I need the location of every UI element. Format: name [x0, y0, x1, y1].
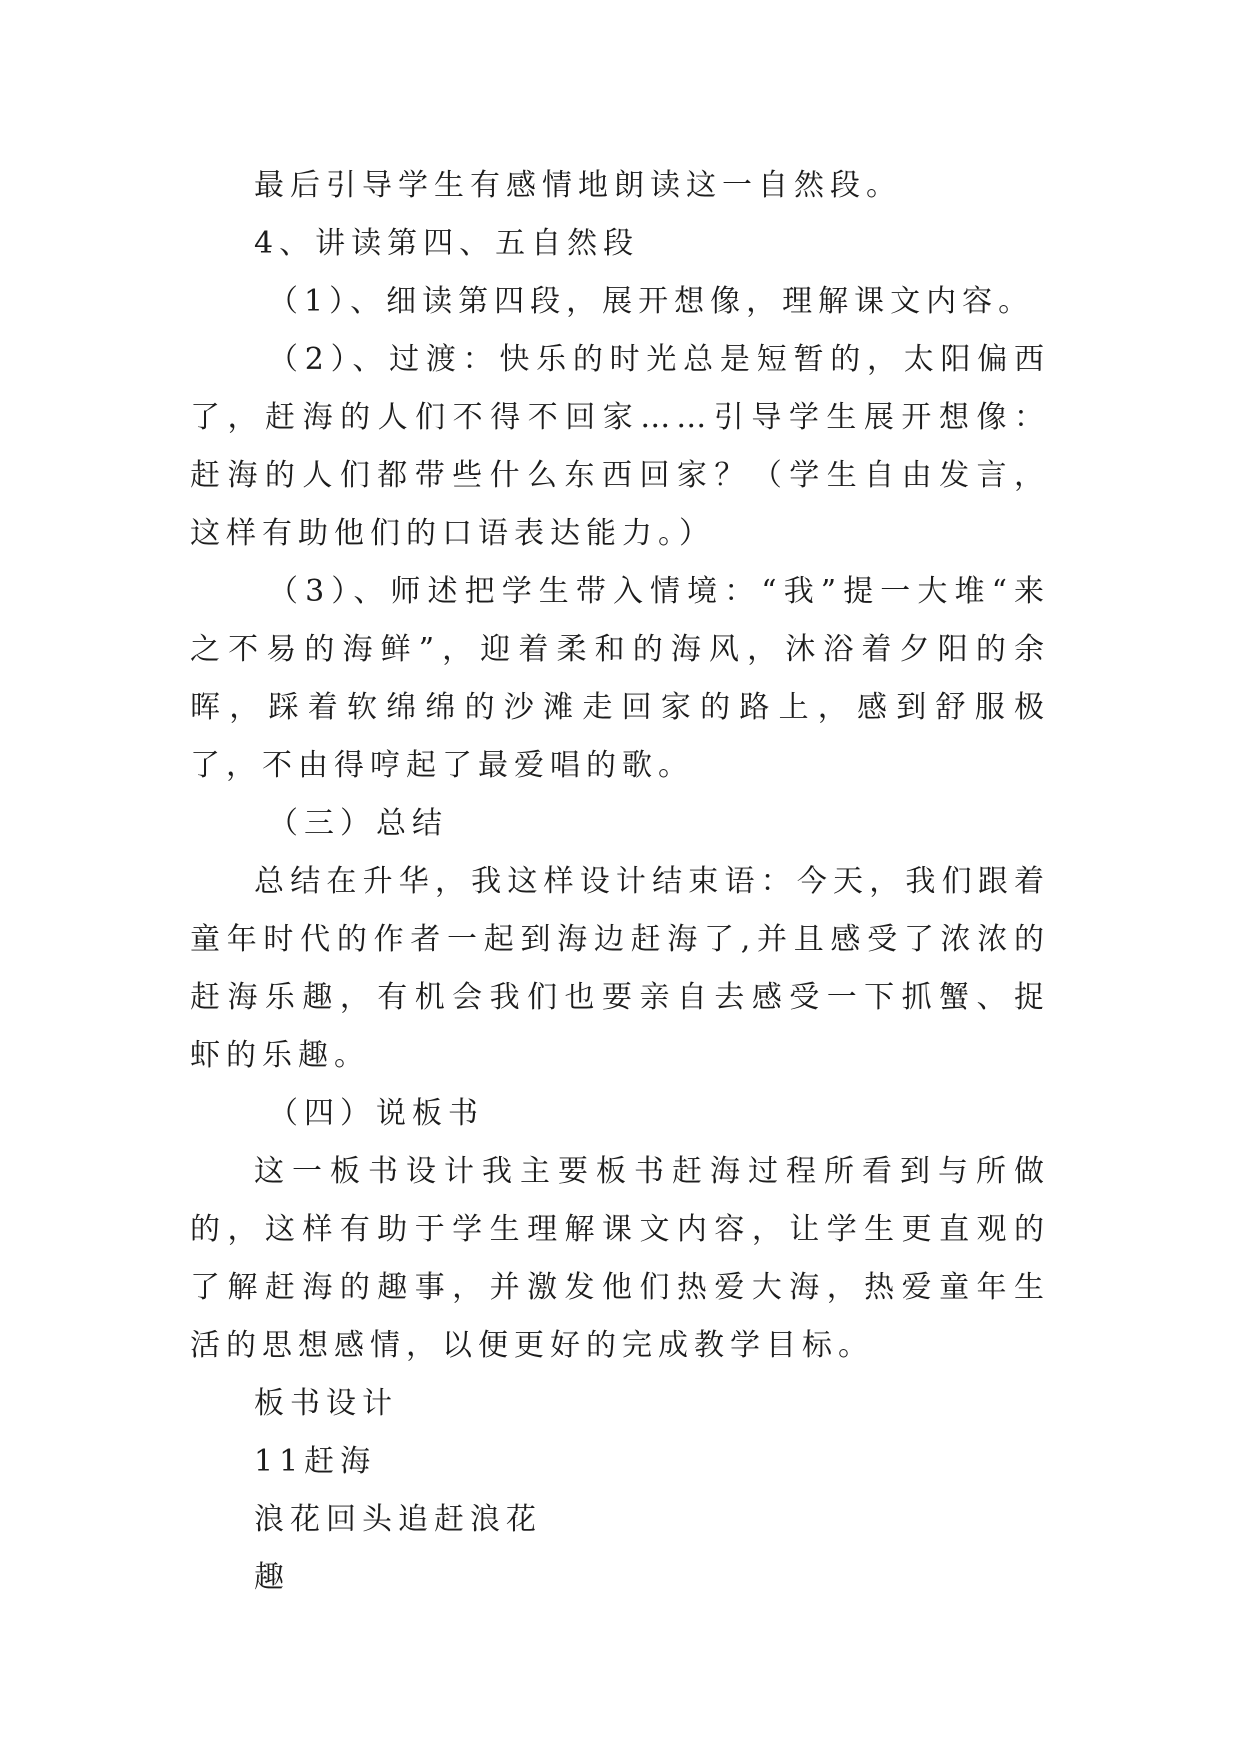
section-heading-board: （四）说板书 [268, 1096, 484, 1131]
paragraph-step-4-heading: 4、讲读第四、五自然段 [254, 226, 640, 261]
board-line-fun: 趣 [254, 1560, 290, 1595]
section-heading-summary: （三）总结 [268, 806, 448, 841]
paragraph-summary: 总结在升华，我这样设计结束语：今天，我们跟着童年时代的作者一起到海边赶海了,并且感受了浓浓的赶海乐趣，有机会我们也要亲自去感受一下抓蟹、捉虾的乐趣。 [190, 864, 1050, 1073]
board-design-title: 板书设计 [254, 1386, 398, 1421]
paragraph-substep-3: （3）、师述把学生带入情境：“我”提一大堆“来之不易的海鲜”，迎着柔和的海风，沐浴着夕阳的余晖，踩着软绵绵的沙滩走回家的路上，感到舒服极了，不由得哼起了最爱唱的歌。 [190, 574, 1050, 783]
board-lesson-title: 11赶海 [254, 1444, 377, 1479]
paragraph-read-aloud: 最后引导学生有感情地朗读这一自然段。 [254, 168, 902, 203]
paragraph-substep-2: （2）、过渡：快乐的时光总是短暂的，太阳偏西了，赶海的人们不得不回家……引导学生展开想像：赶海的人们都带些什么东西回家？（学生自由发言，这样有助他们的口语表达能力。） [190, 342, 1050, 551]
document-body [190, 157, 1050, 1607]
board-line-waves: 浪花回头追赶浪花 [254, 1502, 542, 1537]
paragraph-board-explanation: 这一板书设计我主要板书赶海过程所看到与所做的，这样有助于学生理解课文内容，让学生更直观的了解赶海的趣事，并激发他们热爱大海，热爱童年生活的思想感情，以便更好的完成教学目标。 [190, 1154, 1050, 1363]
paragraph-substep-1: （1）、细读第四段，展开想像，理解课文内容。 [268, 284, 1035, 319]
